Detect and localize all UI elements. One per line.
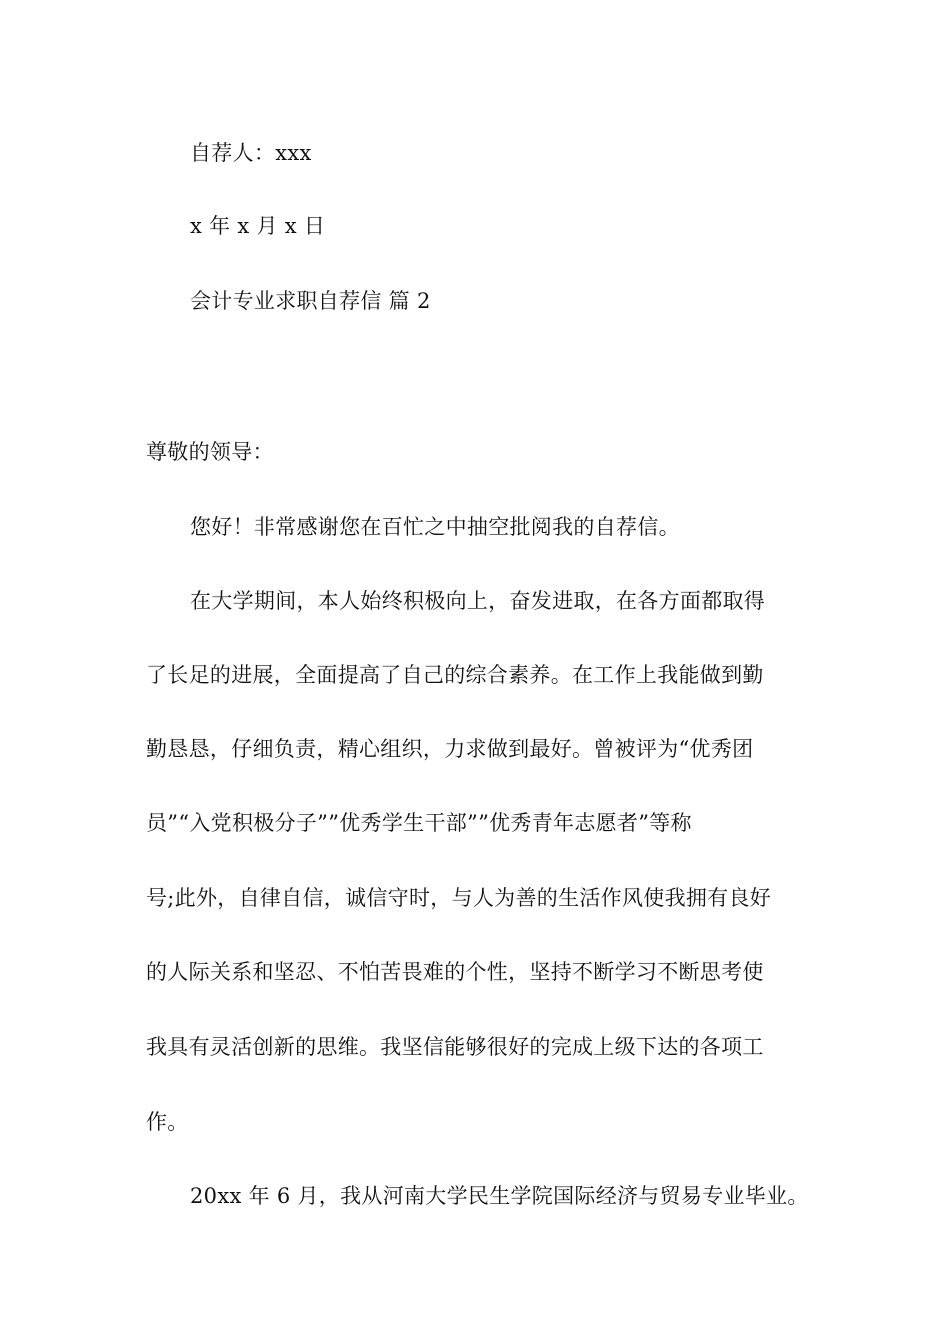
- paragraph1-line: 作。: [146, 1110, 189, 1134]
- paragraph1-line: 勤恳恳，仔细负责，精心组织，力求做到最好。曾被评为“优秀团: [146, 737, 754, 761]
- paragraph1-line: 的人际关系和坚忍、不怕苦畏难的个性，坚持不断学习不断思考使: [146, 960, 764, 984]
- paragraph1-line: 了长足的进展，全面提高了自己的综合素养。在工作上我能做到勤: [146, 663, 764, 687]
- signer-line: 自荐人：xxx: [190, 141, 312, 165]
- salutation: 尊敬的领导：: [146, 440, 274, 464]
- paragraph1-line: 号;此外，自律自信，诚信守时，与人为善的生活作风使我拥有良好: [146, 886, 772, 910]
- paragraph2-line: 20xx 年 6 月，我从河南大学民生学院国际经济与贸易专业毕业。: [190, 1184, 809, 1208]
- date-line: x 年 x 月 x 日: [190, 214, 326, 238]
- greeting: 您好！非常感谢您在百忙之中抽空批阅我的自荐信。: [190, 515, 680, 539]
- section-title: 会计专业求职自荐信 篇 2: [190, 289, 431, 313]
- paragraph1-line: 我具有灵活创新的思维。我坚信能够很好的完成上级下达的各项工: [146, 1035, 764, 1059]
- paragraph1-line: 在大学期间，本人始终积极向上，奋发进取，在各方面都取得: [190, 589, 766, 613]
- paragraph1-line: 员”“入党积极分子””优秀学生干部””优秀青年志愿者”等称: [146, 811, 692, 835]
